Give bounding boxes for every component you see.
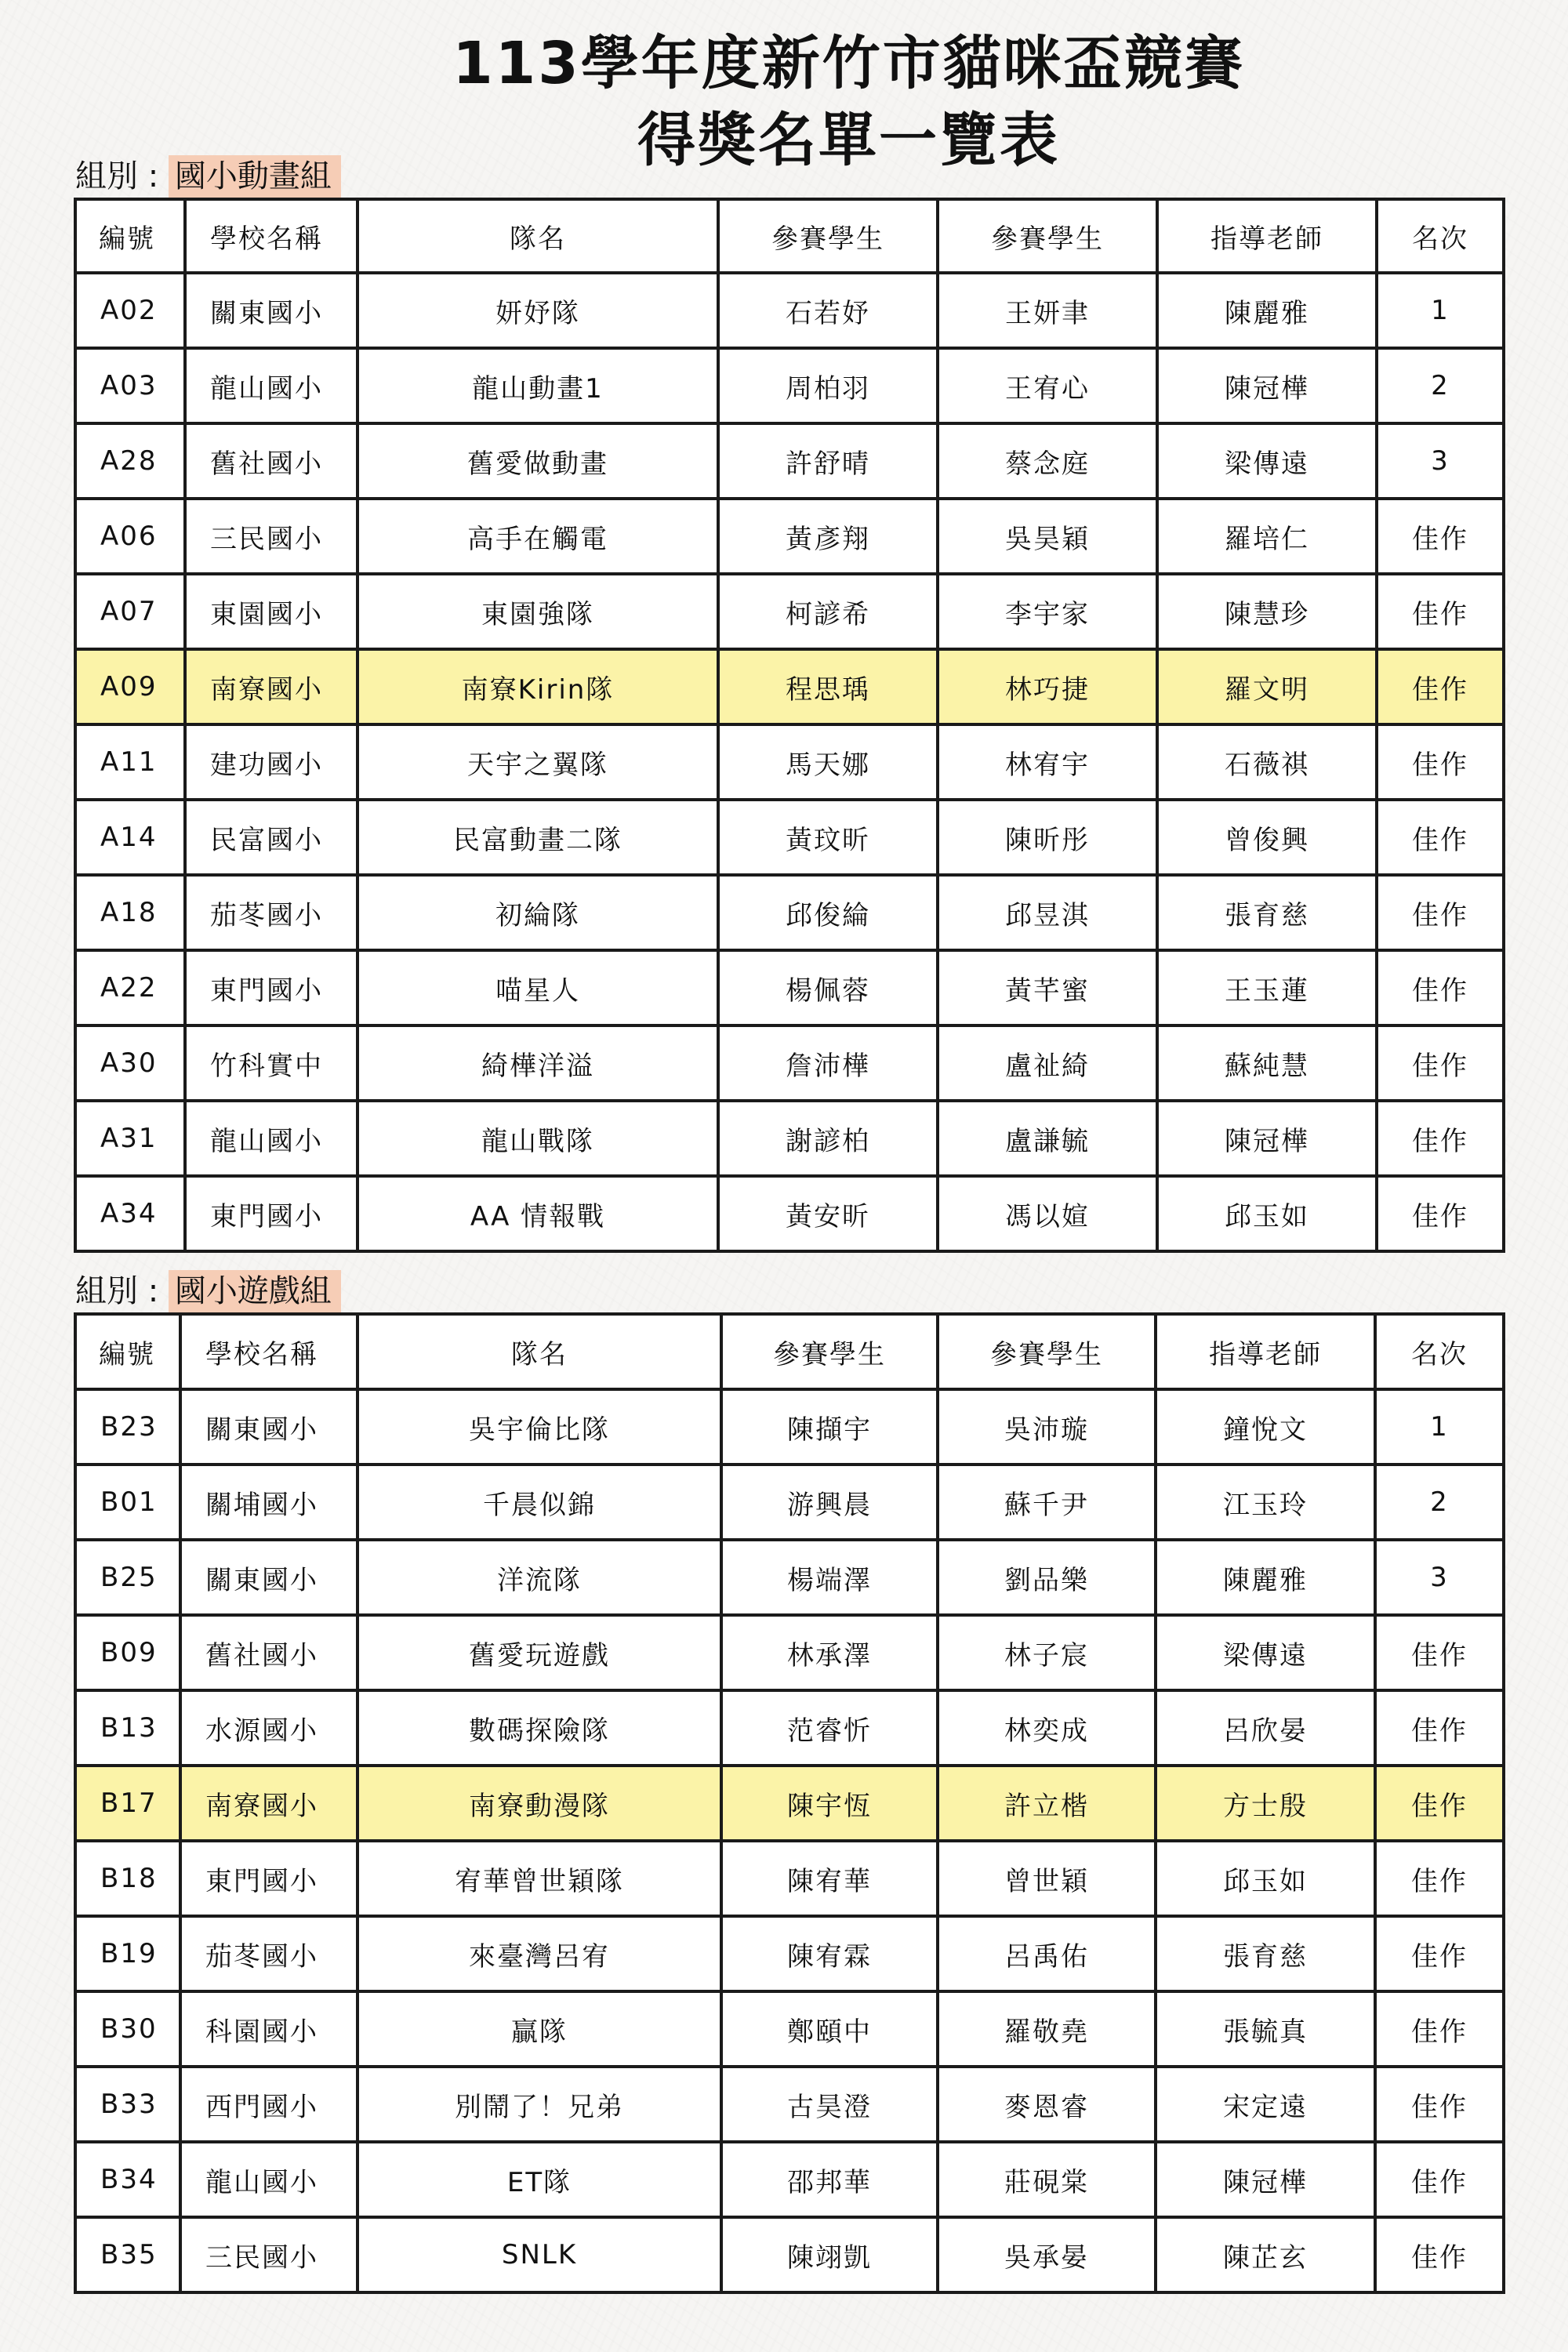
cell-student-2: 馮以媗: [938, 1176, 1157, 1251]
cell-student-2: 陳昕彤: [938, 800, 1157, 875]
cell-rank: 佳作: [1375, 2142, 1504, 2217]
cell-school: 舊社國小: [185, 423, 358, 499]
table-row: [75, 1465, 1504, 1540]
cell-school: 民富國小: [185, 800, 358, 875]
cell-team: 高手在觸電: [358, 499, 718, 574]
cell-student-1: 陳擷宇: [721, 1389, 938, 1465]
cell-student-1: 黃玟昕: [718, 800, 938, 875]
cell-team: 東園強隊: [358, 574, 718, 649]
cell-code: A03: [75, 348, 185, 423]
table-row: [75, 348, 1504, 423]
header-team: 隊名: [358, 1314, 721, 1389]
header-rank: 名次: [1375, 1314, 1504, 1389]
cell-teacher: 張育慈: [1157, 875, 1377, 950]
table-row: [75, 950, 1504, 1025]
cell-student-1: 黃安昕: [718, 1176, 938, 1251]
cell-school: 東門國小: [185, 1176, 358, 1251]
cell-school: 茄苳國小: [180, 1916, 358, 1991]
cell-school: 三民國小: [180, 2217, 358, 2292]
cell-team: 舊愛玩遊戲: [358, 1615, 721, 1690]
cell-code: A02: [75, 273, 185, 348]
cell-student-2: 許立楷: [938, 1766, 1156, 1841]
cell-student-2: 林子宸: [938, 1615, 1156, 1690]
cell-school: 舊社國小: [180, 1615, 358, 1690]
cell-teacher: 蘇純慧: [1157, 1025, 1377, 1101]
cell-student-2: 黃芊蜜: [938, 950, 1157, 1025]
table-header-row: [75, 1314, 1504, 1389]
table-row: [75, 1540, 1504, 1615]
cell-code: B34: [75, 2142, 180, 2217]
cell-rank: 佳作: [1377, 875, 1504, 950]
cell-rank: 佳作: [1375, 2067, 1504, 2142]
cell-rank: 1: [1375, 1389, 1504, 1465]
cell-school: 東門國小: [185, 950, 358, 1025]
cell-teacher: 陳慧珍: [1157, 574, 1377, 649]
cell-student-2: 邱昱淇: [938, 875, 1157, 950]
cell-teacher: 江玉玲: [1156, 1465, 1375, 1540]
header-teacher: 指導老師: [1156, 1314, 1375, 1389]
cell-team: 民富動畫二隊: [358, 800, 718, 875]
cell-student-1: 柯諺希: [718, 574, 938, 649]
cell-team: 贏隊: [358, 1991, 721, 2067]
cell-student-2: 盧謙毓: [938, 1101, 1157, 1176]
cell-rank: 佳作: [1377, 649, 1504, 724]
awards-table-game: [74, 1312, 1505, 2294]
cell-student-2: 李宇家: [938, 574, 1157, 649]
header-student-1: 參賽學生: [718, 199, 938, 273]
cell-teacher: 邱玉如: [1157, 1176, 1377, 1251]
cell-team: 舊愛做動畫: [358, 423, 718, 499]
cell-student-1: 許舒晴: [718, 423, 938, 499]
cell-teacher: 陳冠樺: [1157, 1101, 1377, 1176]
cell-code: B17: [75, 1766, 180, 1841]
cell-student-2: 莊硯棠: [938, 2142, 1156, 2217]
cell-teacher: 羅培仁: [1157, 499, 1377, 574]
cell-school: 科園國小: [180, 1991, 358, 2067]
cell-teacher: 張育慈: [1156, 1916, 1375, 1991]
cell-student-2: 盧祉綺: [938, 1025, 1157, 1101]
header-code: 編號: [75, 1314, 180, 1389]
cell-student-1: 陳宥華: [721, 1841, 938, 1916]
cell-school: 關東國小: [185, 273, 358, 348]
header-code: 編號: [75, 199, 185, 273]
table-row: [75, 1615, 1504, 1690]
cell-teacher: 羅文明: [1157, 649, 1377, 724]
cell-teacher: 宋定遠: [1156, 2067, 1375, 2142]
cell-code: A30: [75, 1025, 185, 1101]
table-row: [75, 2142, 1504, 2217]
table-body: [75, 1389, 1504, 2292]
group-label-game: [75, 1270, 341, 1312]
table-header-row: [75, 199, 1504, 273]
cell-student-1: 林承澤: [721, 1615, 938, 1690]
table-row: [75, 1766, 1504, 1841]
cell-school: 關東國小: [180, 1389, 358, 1465]
cell-rank: 佳作: [1375, 1690, 1504, 1766]
cell-student-2: 林巧捷: [938, 649, 1157, 724]
cell-team: 別鬧了！兄弟: [358, 2067, 721, 2142]
cell-teacher: 陳麗雅: [1156, 1540, 1375, 1615]
header-student-2: 參賽學生: [938, 1314, 1156, 1389]
cell-teacher: 邱玉如: [1156, 1841, 1375, 1916]
table-row: [75, 2217, 1504, 2292]
cell-team: 喵星人: [358, 950, 718, 1025]
cell-student-1: 陳宇恆: [721, 1766, 938, 1841]
cell-code: A09: [75, 649, 185, 724]
table-row: [75, 273, 1504, 348]
table-row: [75, 875, 1504, 950]
table-row: [75, 1916, 1504, 1991]
cell-school: 南寮國小: [180, 1766, 358, 1841]
cell-code: A18: [75, 875, 185, 950]
cell-student-1: 周柏羽: [718, 348, 938, 423]
table-row: [75, 423, 1504, 499]
cell-code: A22: [75, 950, 185, 1025]
cell-student-1: 邱俊綸: [718, 875, 938, 950]
cell-teacher: 曾俊興: [1157, 800, 1377, 875]
cell-student-2: 蘇千尹: [938, 1465, 1156, 1540]
cell-teacher: 呂欣晏: [1156, 1690, 1375, 1766]
table-row: [75, 499, 1504, 574]
cell-rank: 佳作: [1375, 1991, 1504, 2067]
cell-rank: 佳作: [1377, 950, 1504, 1025]
cell-school: 西門國小: [180, 2067, 358, 2142]
cell-school: 竹科實中: [185, 1025, 358, 1101]
cell-student-1: 游興晨: [721, 1465, 938, 1540]
cell-student-1: 楊端澤: [721, 1540, 938, 1615]
cell-code: B25: [75, 1540, 180, 1615]
cell-team: 綺樺洋溢: [358, 1025, 718, 1101]
cell-teacher: 石薇祺: [1157, 724, 1377, 800]
cell-code: B09: [75, 1615, 180, 1690]
cell-student-2: 林宥宇: [938, 724, 1157, 800]
table-body: [75, 273, 1504, 1251]
cell-school: 南寮國小: [185, 649, 358, 724]
cell-student-1: 鄭頤中: [721, 1991, 938, 2067]
cell-team: 天宇之翼隊: [358, 724, 718, 800]
cell-team: 吳宇倫比隊: [358, 1389, 721, 1465]
cell-team: 千晨似錦: [358, 1465, 721, 1540]
group-prefix: 組別 :: [75, 158, 169, 194]
cell-code: A11: [75, 724, 185, 800]
cell-rank: 佳作: [1377, 724, 1504, 800]
cell-student-1: 石若妤: [718, 273, 938, 348]
cell-rank: 佳作: [1377, 499, 1504, 574]
cell-school: 水源國小: [180, 1690, 358, 1766]
cell-school: 關埔國小: [180, 1465, 358, 1540]
cell-student-2: 羅敬堯: [938, 1991, 1156, 2067]
cell-rank: 佳作: [1377, 1025, 1504, 1101]
header-student-2: 參賽學生: [938, 199, 1157, 273]
cell-school: 龍山國小: [180, 2142, 358, 2217]
cell-code: A14: [75, 800, 185, 875]
table-row: [75, 724, 1504, 800]
cell-school: 建功國小: [185, 724, 358, 800]
group-name: 國小動畫組: [169, 155, 341, 198]
cell-rank: 佳作: [1375, 1841, 1504, 1916]
cell-team: 南寮Kirin隊: [358, 649, 718, 724]
cell-code: B13: [75, 1690, 180, 1766]
cell-school: 東園國小: [185, 574, 358, 649]
cell-teacher: 王玉蓮: [1157, 950, 1377, 1025]
cell-team: SNLK: [358, 2217, 721, 2292]
cell-code: B01: [75, 1465, 180, 1540]
table-row: [75, 800, 1504, 875]
table-row: [75, 1841, 1504, 1916]
cell-teacher: 梁傳遠: [1156, 1615, 1375, 1690]
group-name: 國小遊戲組: [169, 1270, 341, 1312]
header-team: 隊名: [358, 199, 718, 273]
cell-student-1: 程思瑀: [718, 649, 938, 724]
cell-code: A06: [75, 499, 185, 574]
header-teacher: 指導老師: [1157, 199, 1377, 273]
table-row: [75, 1389, 1504, 1465]
cell-team: 南寮動漫隊: [358, 1766, 721, 1841]
cell-code: A34: [75, 1176, 185, 1251]
group-label-animation: [75, 155, 341, 198]
cell-student-1: 邵邦華: [721, 2142, 938, 2217]
cell-team: 來臺灣呂宥: [358, 1916, 721, 1991]
cell-student-2: 呂禹佑: [938, 1916, 1156, 1991]
cell-teacher: 陳冠樺: [1156, 2142, 1375, 2217]
cell-rank: 1: [1377, 273, 1504, 348]
cell-school: 三民國小: [185, 499, 358, 574]
cell-teacher: 陳冠樺: [1157, 348, 1377, 423]
cell-rank: 佳作: [1377, 1176, 1504, 1251]
cell-rank: 3: [1377, 423, 1504, 499]
cell-student-2: 蔡念庭: [938, 423, 1157, 499]
cell-school: 關東國小: [180, 1540, 358, 1615]
table-row: [75, 574, 1504, 649]
cell-school: 東門國小: [180, 1841, 358, 1916]
cell-student-1: 詹沛樺: [718, 1025, 938, 1101]
cell-student-1: 陳宥霖: [721, 1916, 938, 1991]
cell-student-1: 黃彥翔: [718, 499, 938, 574]
table-row: [75, 649, 1504, 724]
cell-student-1: 馬天娜: [718, 724, 938, 800]
cell-rank: 2: [1377, 348, 1504, 423]
cell-student-1: 古昊澄: [721, 2067, 938, 2142]
cell-school: 茄苳國小: [185, 875, 358, 950]
page-title-line2: 得獎名單一覽表: [637, 107, 1060, 174]
cell-teacher: 陳麗雅: [1157, 273, 1377, 348]
cell-teacher: 方士殷: [1156, 1766, 1375, 1841]
cell-teacher: 陳芷玄: [1156, 2217, 1375, 2292]
table-row: [75, 1991, 1504, 2067]
awards-table-animation: [74, 198, 1505, 1253]
cell-student-2: 劉品樂: [938, 1540, 1156, 1615]
cell-code: B19: [75, 1916, 180, 1991]
table-row: [75, 1690, 1504, 1766]
cell-code: B18: [75, 1841, 180, 1916]
cell-code: B35: [75, 2217, 180, 2292]
cell-team: 龍山動畫1: [358, 348, 718, 423]
cell-teacher: 梁傳遠: [1157, 423, 1377, 499]
cell-code: B33: [75, 2067, 180, 2142]
table-row: [75, 1025, 1504, 1101]
cell-team: ET隊: [358, 2142, 721, 2217]
cell-code: B23: [75, 1389, 180, 1465]
cell-rank: 佳作: [1375, 1615, 1504, 1690]
cell-student-2: 王宥心: [938, 348, 1157, 423]
cell-student-2: 吳昊穎: [938, 499, 1157, 574]
cell-student-2: 曾世穎: [938, 1841, 1156, 1916]
cell-student-1: 陳翊凱: [721, 2217, 938, 2292]
cell-student-2: 王妍聿: [938, 273, 1157, 348]
cell-student-2: 吳承晏: [938, 2217, 1156, 2292]
table-row: [75, 2067, 1504, 2142]
cell-rank: 佳作: [1375, 1766, 1504, 1841]
header-student-1: 參賽學生: [721, 1314, 938, 1389]
cell-team: 洋流隊: [358, 1540, 721, 1615]
cell-school: 龍山國小: [185, 1101, 358, 1176]
cell-rank: 2: [1375, 1465, 1504, 1540]
cell-student-2: 吳沛璇: [938, 1389, 1156, 1465]
cell-school: 龍山國小: [185, 348, 358, 423]
cell-student-2: 林奕成: [938, 1690, 1156, 1766]
cell-code: A28: [75, 423, 185, 499]
cell-team: 宥華曾世穎隊: [358, 1841, 721, 1916]
cell-rank: 佳作: [1377, 800, 1504, 875]
table-row: [75, 1176, 1504, 1251]
cell-student-1: 范睿忻: [721, 1690, 938, 1766]
group-prefix: 組別 :: [75, 1273, 169, 1309]
cell-student-1: 謝諺柏: [718, 1101, 938, 1176]
header-school: 學校名稱: [180, 1314, 358, 1389]
cell-student-1: 楊佩蓉: [718, 950, 938, 1025]
cell-team: 初綸隊: [358, 875, 718, 950]
page-title-line1: 113學年度新竹市貓咪盃競賽: [452, 30, 1245, 97]
cell-code: A07: [75, 574, 185, 649]
cell-rank: 佳作: [1377, 574, 1504, 649]
table-row: [75, 1101, 1504, 1176]
cell-teacher: 張毓真: [1156, 1991, 1375, 2067]
cell-rank: 佳作: [1375, 2217, 1504, 2292]
cell-team: 龍山戰隊: [358, 1101, 718, 1176]
cell-rank: 佳作: [1377, 1101, 1504, 1176]
cell-team: 數碼探險隊: [358, 1690, 721, 1766]
cell-teacher: 鐘悅文: [1156, 1389, 1375, 1465]
header-rank: 名次: [1377, 199, 1504, 273]
cell-rank: 3: [1375, 1540, 1504, 1615]
cell-team: 妍妤隊: [358, 273, 718, 348]
cell-code: B30: [75, 1991, 180, 2067]
cell-rank: 佳作: [1375, 1916, 1504, 1991]
cell-student-2: 麥恩睿: [938, 2067, 1156, 2142]
cell-code: A31: [75, 1101, 185, 1176]
header-school: 學校名稱: [185, 199, 358, 273]
cell-team: AA 情報戰: [358, 1176, 718, 1251]
